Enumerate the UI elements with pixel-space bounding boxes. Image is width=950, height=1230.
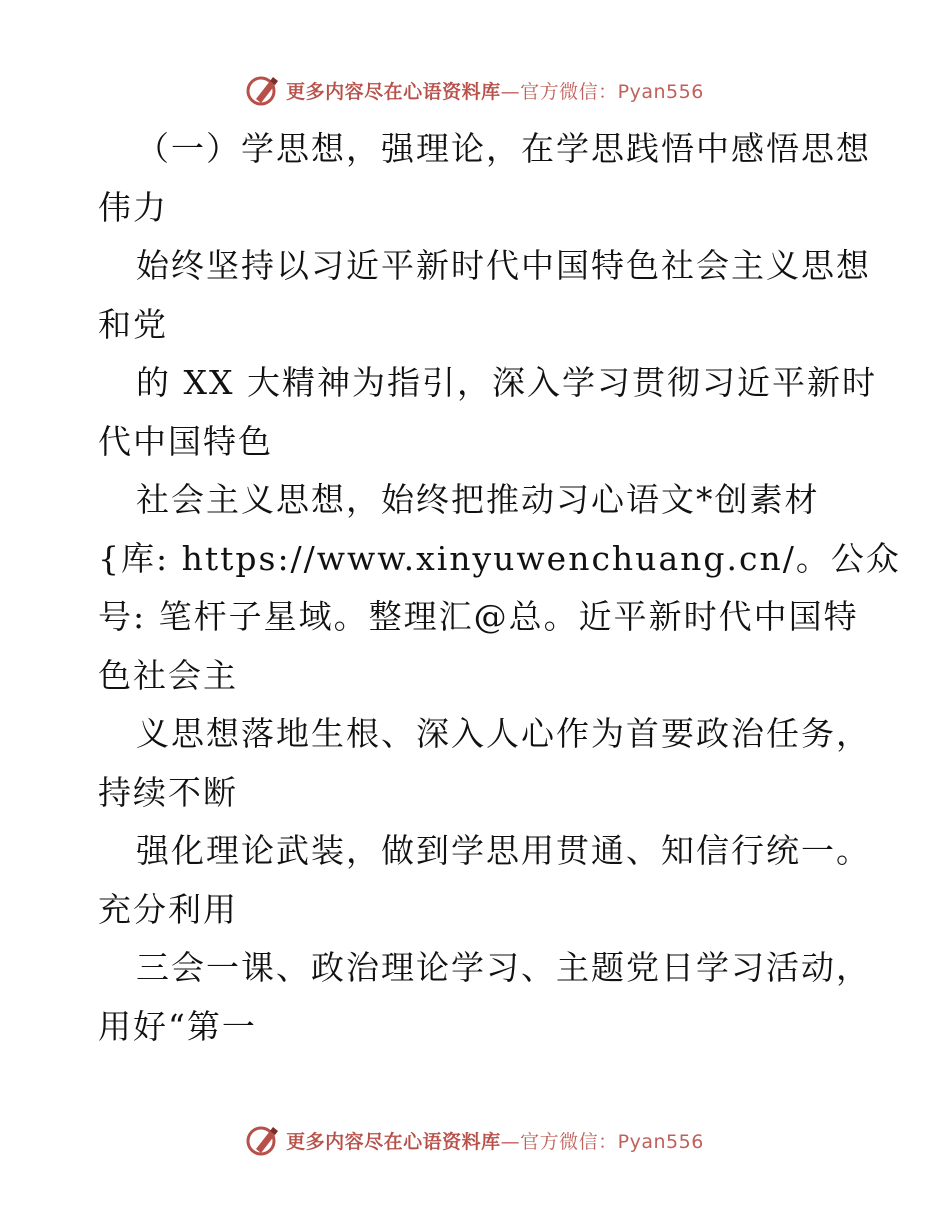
text-line: 三会一课、政治理论学习、主题党日学习活动， — [136, 948, 871, 987]
footer-watermark — [0, 1120, 950, 1160]
watermark-contact: 官方微信：Pyan556 — [520, 80, 704, 103]
text-line: 用好“第一 — [98, 1006, 257, 1046]
text-line: 和党 — [98, 304, 168, 344]
text-line: 的 XX 大精神为指引，深入学习贯彻习近平新时 — [136, 363, 877, 402]
text-line: 社会主义思想，始终把推动习心语文*创素材 — [136, 480, 820, 519]
text-line: 持续不断 — [98, 772, 238, 812]
text-line: 义思想落地生根、深入人心作为首要政治任务， — [136, 714, 871, 753]
watermark-separator: — — [500, 80, 521, 103]
header-watermark — [0, 70, 950, 110]
watermark-site: 更多内容尽在心语资料库 — [286, 1130, 501, 1153]
watermark-separator: — — [500, 1130, 521, 1153]
watermark-site: 更多内容尽在心语资料库 — [286, 80, 501, 103]
watermark-text — [286, 77, 704, 104]
text-line: 伟力 — [98, 187, 168, 227]
text-line: 号: 笔杆子星域。整理汇@总。近平新时代中国特 — [98, 597, 859, 636]
pen-logo-icon — [246, 73, 280, 107]
text-line: {库: https://www.xinyuwenchuang.cn/。公众 — [98, 538, 901, 578]
text-line: 代中国特色 — [98, 421, 273, 461]
watermark-contact: 官方微信：Pyan556 — [520, 1130, 704, 1153]
text-line: 充分利用 — [98, 889, 238, 929]
watermark-text — [286, 1127, 704, 1154]
document-body — [98, 120, 901, 1056]
text-line: 色社会主 — [98, 655, 238, 695]
pen-logo-icon — [246, 1123, 280, 1157]
text-line: 强化理论武装，做到学思用贯通、知信行统一。 — [136, 831, 871, 870]
text-line: 始终坚持以习近平新时代中国特色社会主义思想 — [136, 246, 871, 285]
heading-line: （一）学思想，强理论，在学思践悟中感悟思想 — [136, 129, 871, 168]
